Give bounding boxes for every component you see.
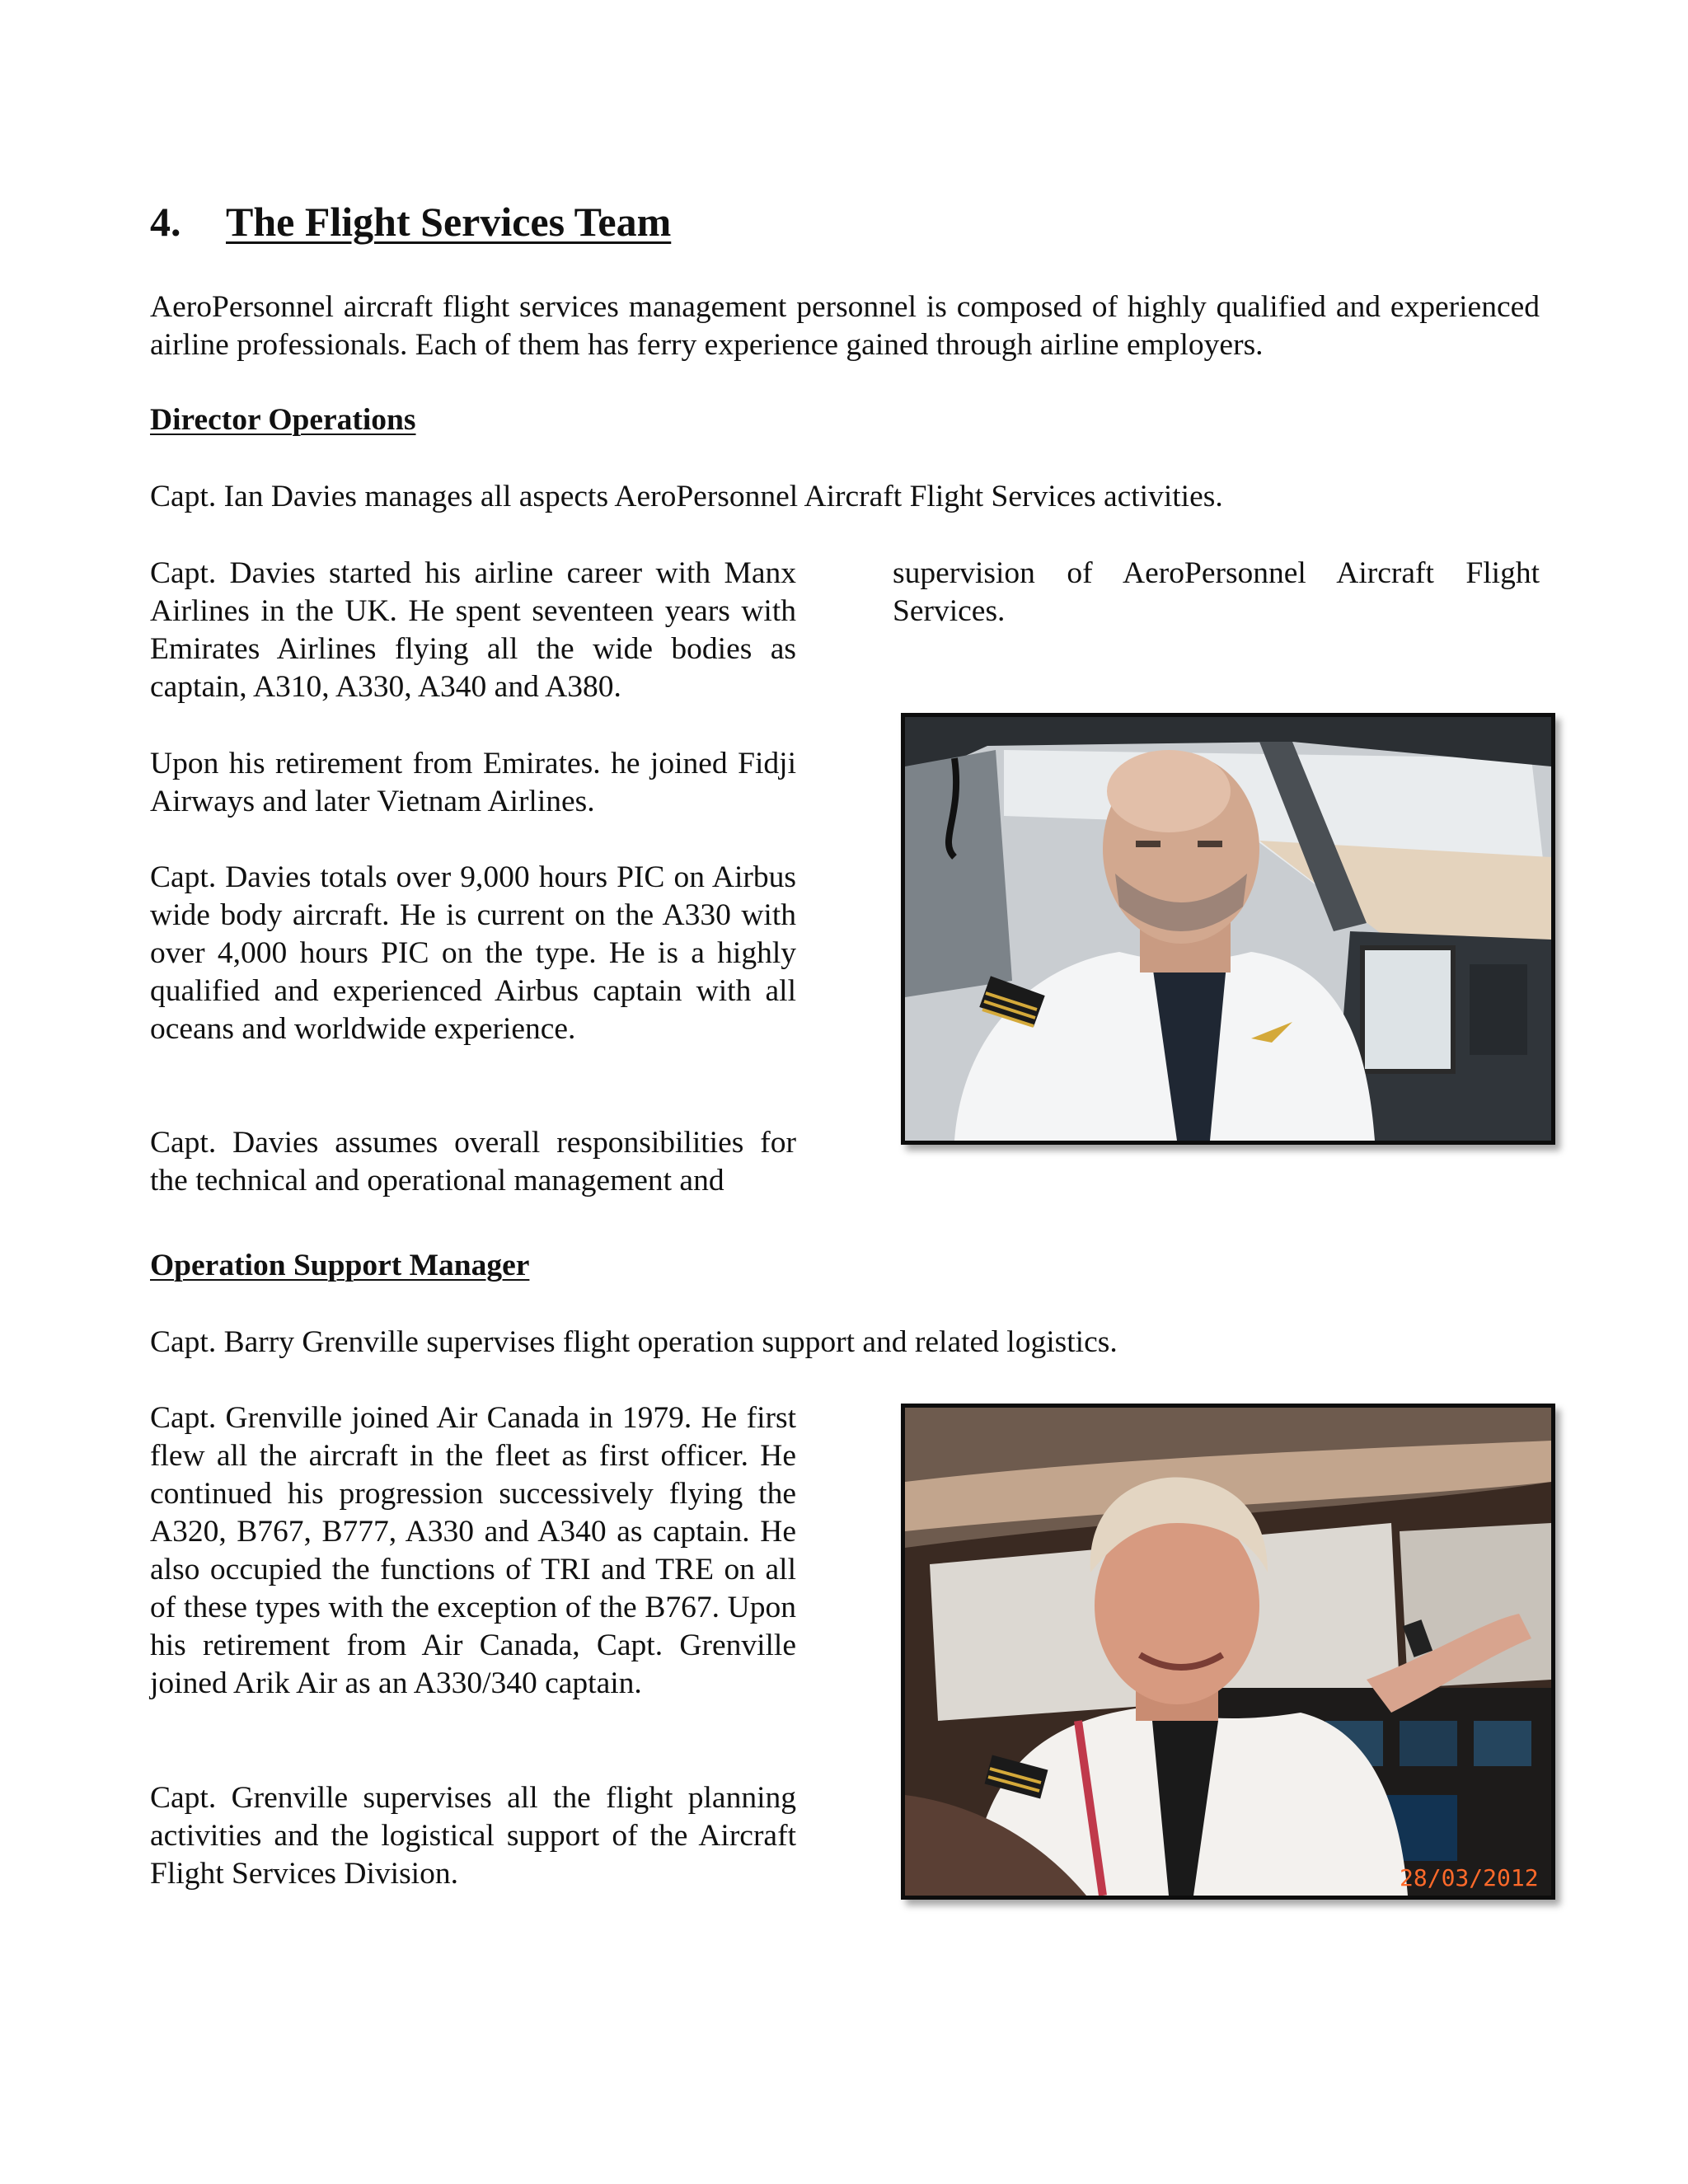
director-career-paragraph: Capt. Davies started his airline career with Manx Airlines in the UK. He spent seventeen years with Emirates Airlines flying all the wide bodies as captain, A310, A330, A340 and A380.	[150, 556, 796, 704]
section-heading	[150, 198, 671, 246]
director-hours-paragraph: Capt. Davies totals over 9,000 hours PIC on Airbus wide body aircraft. He is current on the A330 with over 4,000 hours PIC on the type. He is a highly qualified and experienced Airbus captain with all oceans and worldwide experience.	[150, 860, 796, 1046]
section-title: The Flight Services Team	[226, 199, 672, 245]
photo-timestamp: 28/03/2012	[1400, 1864, 1539, 1891]
support-cockpit-photo	[901, 1404, 1555, 1900]
director-retirement-paragraph: Upon his retirement from Emirates. he joined Fidji Airways and later Vietnam Airlines.	[150, 747, 796, 818]
director-cockpit-photo	[901, 713, 1555, 1145]
operation-support-manager-heading: Operation Support Manager	[150, 1249, 530, 1282]
intro-paragraph: AeroPersonnel aircraft flight services management personnel is composed of highly qualified and experienced airline professionals. Each of them has ferry experience gained through airline employers.	[150, 290, 1540, 362]
support-planning-paragraph: Capt. Grenville supervises all the flight planning activities and the logistical support of the Aircraft Flight Services Division.	[150, 1781, 796, 1891]
support-summary: Capt. Barry Grenville supervises flight operation support and related logistics.	[150, 1325, 1118, 1359]
director-responsibilities-continued: supervision of AeroPersonnel Aircraft Flight Services.	[893, 556, 1540, 628]
section-number: 4.	[150, 199, 181, 245]
director-summary: Capt. Ian Davies manages all aspects AeroPersonnel Aircraft Flight Services activities.	[150, 480, 1223, 513]
director-operations-heading: Director Operations	[150, 403, 416, 437]
support-career-paragraph: Capt. Grenville joined Air Canada in 1979. He first flew all the aircraft in the fleet as first officer. He continued his progression successively flying the A320, B767, B777, A330 and A340 as captain. He also occupied the functions of TRI and TRE on all of these types with the exception of the B767. Upon his retirement from Air Canada, Capt. Grenville joined Arik Air as an A330/340 captain.	[150, 1401, 796, 1700]
director-responsibilities-paragraph: Capt. Davies assumes overall responsibilities for the technical and operational management and	[150, 1126, 796, 1197]
